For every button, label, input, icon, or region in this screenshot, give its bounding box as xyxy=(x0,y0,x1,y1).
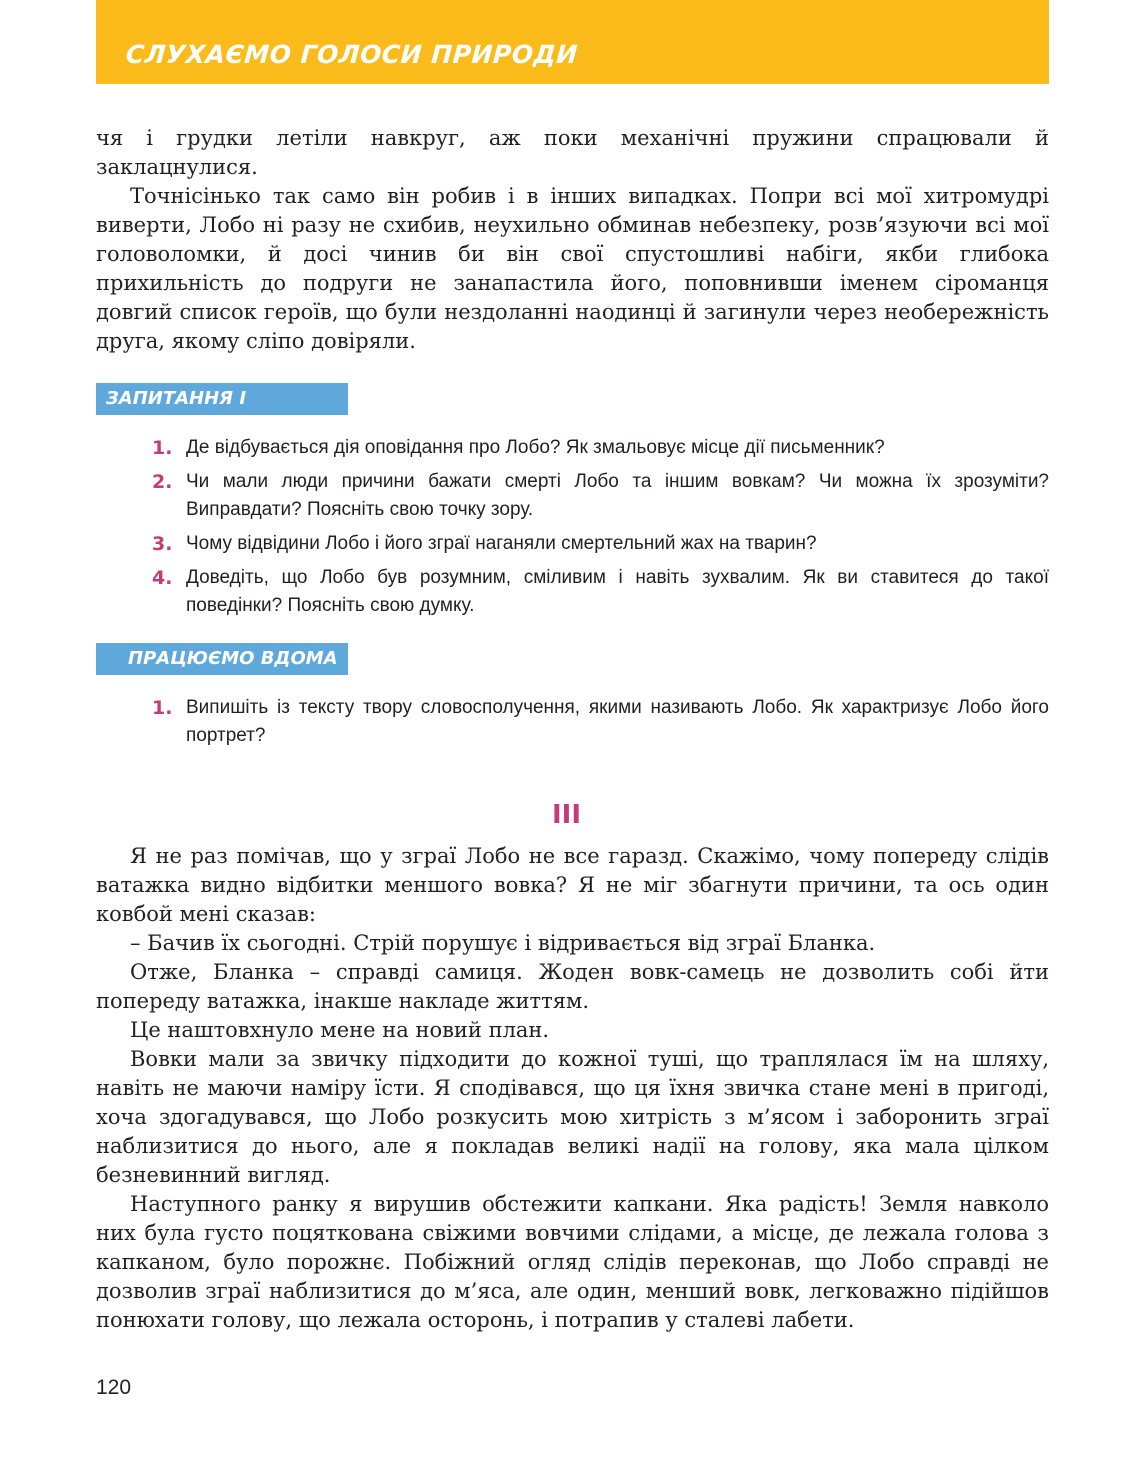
question-text: Чи мали люди причини бажати смерті Лобо та іншим вовкам? Чи можна їх зрозуміти? Виправдати? Поясніть свою точку зору. xyxy=(186,471,1049,520)
homework-text: Випишіть із тексту твору словосполучення, якими називають Лобо. Як характризує Лобо його портрет? xyxy=(186,697,1049,746)
question-text: Де відбувається дія оповідання про Лобо? Як змальовує місце дії письменник? xyxy=(186,437,885,458)
paragraph: Точнісінько так само він робив і в інших випадках. Попри всі мої хитромудрі виверти, Лобо ні разу не схибив, неухильно обминав небезпеку, розв’язуючи всі мої головоломки, й досі чинив би він свої спустошливі набіги, якби глибока прихильність до подруги не занапастила його, поповнивши іменем сіроманця довгий список героїв, що були нездоланні наодинці й загинули через необережність друга, якому сліпо довіряли. xyxy=(96,184,1049,353)
paragraph: Це наштовхнуло мене на новий план. xyxy=(130,1018,550,1042)
questions-list xyxy=(152,434,1049,626)
question-item xyxy=(152,564,1049,620)
page-header-title: СЛУХАЄМО ГОЛОСИ ПРИРОДИ xyxy=(124,40,579,69)
homework-list xyxy=(152,694,1049,756)
homework-number: 1. xyxy=(152,697,173,719)
paragraph: Вовки мали за звичку підходити до кожної туші, що траплялася їм на шляху, навіть не маючи наміру їсти. Я сподівався, що ця їхня звичка стане мені в пригоді, хоча здогадувався, що Лобо розкусить мою хитрість з м’ясом і заборонить зграї наблизитися до нього, але я покладав великі надії на голову, яка мала цілком безневинний вигляд. xyxy=(96,1047,1049,1187)
question-text: Доведіть, що Лобо був розумним, сміливим і навіть зухвалим. Як ви ставитеся до такої поведінки? Поясніть свою думку. xyxy=(186,567,1049,616)
homework-section-label: ПРАЦЮЄМО ВДОМА xyxy=(96,643,348,675)
question-item xyxy=(152,434,1049,462)
paragraph: – Бачив їх сьогодні. Стрій порушує і відривається від зграї Бланка. xyxy=(130,931,876,955)
question-text: Чому відвідини Лобо і його зграї наганяли смертельний жах на тварин? xyxy=(186,533,817,554)
question-number: 3. xyxy=(152,533,173,555)
paragraph: Отже, Бланка – справді самиця. Жоден вовк-самець не дозволить собі йти попереду ватажка, інакше накладе життям. xyxy=(96,960,1049,1013)
question-number: 1. xyxy=(152,437,173,459)
chapter-text-block xyxy=(96,842,1049,1335)
chapter-number: III xyxy=(551,800,582,830)
homework-item xyxy=(152,694,1049,750)
question-number: 2. xyxy=(152,471,173,493)
top-text-block xyxy=(96,124,1049,356)
page-number: 120 xyxy=(96,1376,132,1399)
question-item xyxy=(152,530,1049,558)
paragraph: чя і грудки летіли навкруг, аж поки механічні пружини спрацювали й заклацнулися. xyxy=(96,126,1049,179)
questions-section-label: ЗАПИТАННЯ І ЗАВДАННЯ xyxy=(96,383,348,415)
question-number: 4. xyxy=(152,567,173,589)
question-item xyxy=(152,468,1049,524)
paragraph: Наступного ранку я вирушив обстежити капкани. Яка радість! Земля навколо них була густо поцяткована свіжими вовчими слідами, а місце, де лежала голова з капканом, було порожнє. Побіжний огляд слідів переконав, що Лобо справді не дозволив зграї наблизитися до м’яса, але один, менший вовк, легковажно підійшов понюхати голову, що лежала осторонь, і потрапив у сталеві лабети. xyxy=(96,1192,1049,1332)
paragraph: Я не раз помічав, що у зграї Лобо не все гаразд. Скажімо, чому попереду слідів ватажка видно відбитки меншого вовка? Я не міг збагнути причини, та ось один ковбой мені сказав: xyxy=(96,844,1049,926)
